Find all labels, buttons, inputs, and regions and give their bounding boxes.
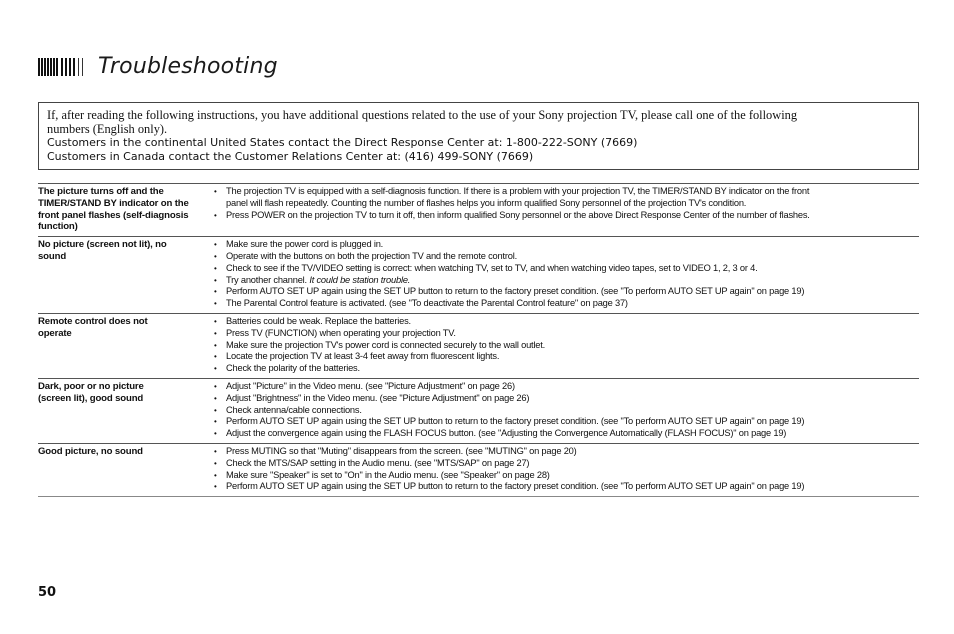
symptom-line: Dark, poor or no picture	[38, 380, 144, 392]
remedy-item: • The Parental Control feature is activated. (see "To deactivate the Parental Control feature" on page 37)	[214, 298, 919, 310]
symptom-line: (screen lit), good sound	[38, 392, 144, 404]
remedy-item: • Make sure the projection TV's power cord is connected securely to the wall outlet.	[214, 340, 919, 352]
remedy-item: • Make sure the power cord is plugged in.	[214, 239, 919, 251]
remedy-list	[214, 186, 919, 233]
symptom-line: Good picture, no sound	[38, 445, 143, 457]
remedy-item	[214, 275, 919, 287]
remedy-item: • Locate the projection TV at least 3-4 feet away from fluorescent lights.	[214, 351, 919, 363]
remedy-item: • Check the polarity of the batteries.	[214, 363, 919, 375]
table-row	[38, 184, 919, 237]
intro-line-1: If, after reading the following instructions, you have additional questions related to the use of your Sony projection TV, please call one of the following	[47, 108, 798, 122]
symptom-cell	[38, 239, 214, 310]
remedy-item: • Perform AUTO SET UP again using the SET UP button to return to the factory preset condition. (see "To perform AUTO SET UP again" on page 19)	[214, 481, 919, 493]
remedy-item: • Adjust "Brightness" in the Video menu. (see "Picture Adjustment" on page 26)	[214, 393, 919, 405]
intro-line-canada-contact: Customers in Canada contact the Customer Relations Center at: (416) 499-SONY (7669)	[47, 150, 534, 163]
remedy-list	[214, 446, 919, 493]
symptom-line: front panel flashes (self-diagnosis	[38, 209, 189, 221]
table-row	[38, 237, 919, 314]
intro-line-us-contact: Customers in the continental United States contact the Direct Response Center at: 1-800-222-SONY (7669)	[47, 136, 638, 149]
remedy-list	[214, 239, 919, 310]
remedy-list	[214, 381, 919, 440]
page-title: Troubleshooting	[98, 54, 278, 79]
remedy-item: • Adjust the convergence again using the FLASH FOCUS button. (see "Adjusting the Convergence Automatically (FLASH FOCUS)" on page 19)	[214, 428, 919, 440]
remedy-item: • Perform AUTO SET UP again using the SET UP button to return to the factory preset condition. (see "To perform AUTO SET UP again" on page 19)	[214, 286, 919, 298]
remedy-list	[214, 316, 919, 375]
remedy-item: • Make sure "Speaker" is set to "On" in the Audio menu. (see "Speaker" on page 28)	[214, 470, 919, 482]
remedy-item-continued: panel will flash repeatedly. Counting the number of flashes helps you inform qualified Sony personnel of the projection TV's condition.	[226, 197, 747, 208]
remedy-item: • Perform AUTO SET UP again using the SET UP button to return to the factory preset condition. (see "To perform AUTO SET UP again" on page 19)	[214, 416, 919, 428]
symptom-cell	[38, 446, 214, 493]
remedy-italic-note: It could be station trouble.	[309, 274, 411, 285]
intro-line-2: numbers (English only).	[47, 122, 168, 136]
table-row	[38, 379, 919, 444]
intro-box	[38, 102, 919, 170]
remedy-item: • Check the MTS/SAP setting in the Audio menu. (see "MTS/SAP" on page 27)	[214, 458, 919, 470]
remedy-item: • Batteries could be weak. Replace the batteries.	[214, 316, 919, 328]
symptom-line: Remote control does not	[38, 315, 148, 327]
table-row	[38, 444, 919, 497]
remedy-text: Try another channel.	[226, 274, 310, 285]
troubleshooting-table	[38, 183, 919, 497]
remedy-item: • Operate with the buttons on both the projection TV and the remote control.	[214, 251, 919, 263]
symptom-line: function)	[38, 221, 78, 233]
symptom-cell	[38, 316, 214, 375]
remedy-item: • Press TV (FUNCTION) when operating your projection TV.	[214, 328, 919, 340]
remedy-item: • Press MUTING so that "Muting" disappears from the screen. (see "MUTING" on page 20)	[214, 446, 919, 458]
symptom-line: No picture (screen not lit), no	[38, 239, 167, 251]
symptom-line: TIMER/STAND BY indicator on the	[38, 197, 189, 209]
page-number: 50	[38, 585, 57, 600]
symptom-cell	[38, 381, 214, 440]
symptom-line: The picture turns off and the	[38, 186, 164, 197]
remedy-item: • Check antenna/cable connections.	[214, 405, 919, 417]
title-decoration-icon	[38, 58, 86, 76]
symptom-line: operate	[38, 327, 72, 339]
remedy-item: • Check to see if the TV/VIDEO setting is correct: when watching TV, set to TV, and when watching video tapes, set to VIDEO 1, 2, 3 or 4.	[214, 263, 919, 275]
title-row	[38, 54, 278, 79]
symptom-line: sound	[38, 250, 67, 262]
symptom-cell	[38, 186, 214, 233]
remedy-item: • The projection TV is equipped with a self-diagnosis function. If there is a problem with your projection TV, the TIMER/STAND BY indicator on the front	[214, 186, 919, 198]
remedy-item: • Press POWER on the projection TV to turn it off, then inform qualified Sony personnel or the above Direct Response Center of the number of flashes.	[214, 210, 919, 222]
remedy-item: • Adjust "Picture" in the Video menu. (see "Picture Adjustment" on page 26)	[214, 381, 919, 393]
table-row	[38, 314, 919, 379]
